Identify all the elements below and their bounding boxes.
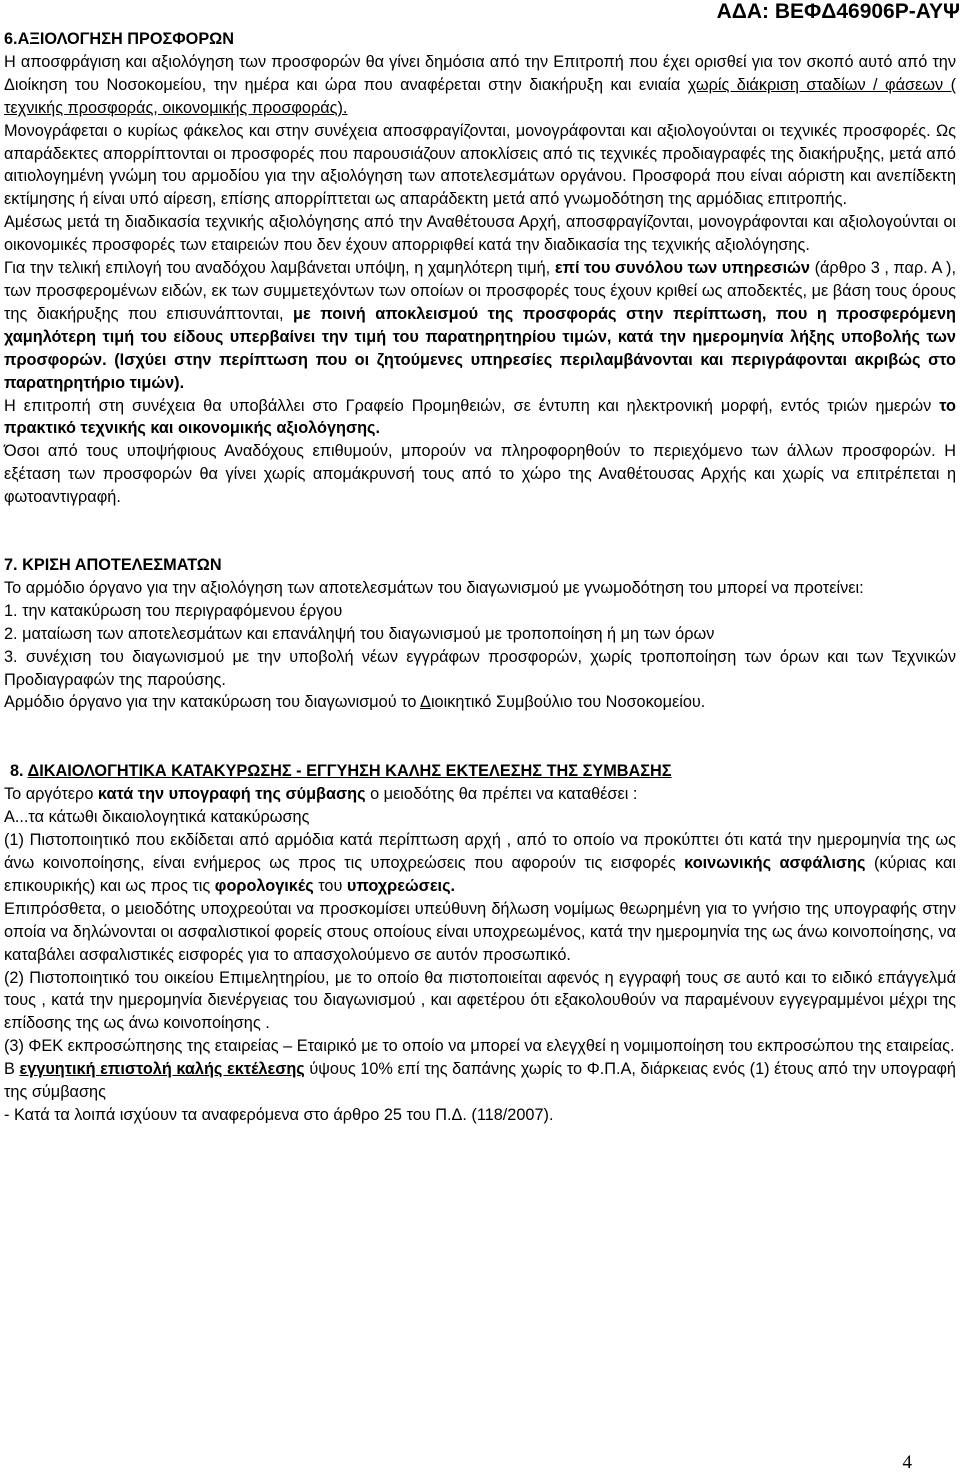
section-6-title: 6.ΑΞΙΟΛΟΓΗΣΗ ΠΡΟΣΦΟΡΩΝ <box>4 30 234 48</box>
s8-p1-text-2: ο μειοδότης θα πρέπει να καταθέσει : <box>365 785 638 804</box>
s8-p3-text: (1) Πιστοποιητικό που εκδίδεται από αρμόδια κατά περίπτωση αρχή , από το οποίο να προκύπτει ότι κατά την ημερομηνία της ως άνω κοινοποίησης, είναι ενήμερος ως προς τις υποχρεώσεις που αφορούν τις εισφορές <box>4 831 956 872</box>
s8-p1-text: Το αργότερο <box>4 785 98 804</box>
s8-p3-bold-2: φορολογικές <box>214 876 314 895</box>
s8-p7-bold-underlined: εγγυητική επιστολή καλής εκτέλεσης <box>19 1060 305 1079</box>
section-8-title-text: ΔΙΚΑΙΟΛΟΓΗΤΙΚΑ ΚΑΤΑΚΥΡΩΣΗΣ - ΕΓΓΥΗΣΗ ΚΑΛΗΣ ΕΚΤΕΛΕΣΗΣ ΤΗΣ ΣΥΜΒΑΣΗΣ <box>27 762 672 781</box>
section-6-paragraph-4 <box>4 257 956 394</box>
s6-p4-text: Για την τελική επιλογή του αναδόχου λαμβάνεται υπόψη, η χαμηλότερη τιμή, <box>4 259 555 278</box>
section-6-paragraph-1 <box>4 51 956 120</box>
s8-p3-bold-3: υποχρεώσεις. <box>346 876 456 895</box>
document-body <box>4 28 956 1127</box>
s6-p1-text: Η αποσφράγιση και αξιολόγηση των προσφορών θα γίνει δημόσια από την Επιτροπή που έχει ορισθεί για τον σκοπό αυτό από την Διοίκηση του Νοσοκομείου, την ημέρα και ώρα που αναφέρεται στην διακήρυξη και ενιαία <box>4 52 956 94</box>
section-7-item-3: 3. συνέχιση του διαγωνισμού με την υποβολή νέων εγγράφων προσφορών, χωρίς τροποποίηση των όρων και των Τεχνικών Προδιαγραφών της παρούσης. <box>4 647 956 689</box>
section-7-item-2: 2. ματαίωση των αποτελεσμάτων και επανάληψή του διαγωνισμού με τροποποίηση ή μη των όρων <box>4 624 715 643</box>
section-8-paragraph-3 <box>4 829 956 898</box>
section-8-paragraph-4: Επιπρόσθετα, ο μειοδότης υποχρεούται να προσκομίσει υπεύθυνη δήλωση νομίμως θεωρημένη για το γνήσιο της υπογραφής στην οποία να δηλώνονται οι ασφαλιστικοί φορείς στους οποίους είναι υποχρεωμένος, κατά την ημερομηνία της ως άνω κοινοποίησης, να καταβάλει ασφαλιστικές εισφορές για το απασχολούμενο σε αυτόν προσωπικό. <box>4 899 956 964</box>
section-6-paragraph-2: Μονογράφεται ο κυρίως φάκελος και στην συνέχεια αποσφραγίζονται, μονογράφονται και αξιολογούνται οι τεχνικές προσφορές. Ως απαράδεκτες απορρίπτονται οι προσφορές που παρουσιάζουν αποκλίσεις από τις τεχνικές προδιαγραφές της διακήρυξης, μετά από αιτιολογημένη γνώμη του αρμοδίου για την αξιολόγηση των αποτελεσμάτων οργάνου. Προσφορά που είναι αόριστη και ανεπίδεκτη εκτίμησης ή είναι υπό αίρεση, επίσης απορρίπτεται ως απαράδεκτη μετά από γνωμοδότηση της αρμόδιας επιτροπής. <box>4 121 956 209</box>
s7-p2-text: Αρμόδιο όργανο για την κατακύρωση του διαγωνισμού το <box>4 693 421 712</box>
s8-p3-text-2: (κύριας και επικουρικής) και ως προς τις <box>4 854 957 895</box>
page-number: 4 <box>902 1452 912 1473</box>
section-6-paragraph-5 <box>4 395 956 441</box>
s6-p4-bold-2: με ποινή αποκλεισμού της προσφοράς στην περίπτωση, που η προσφερόμενη χαμηλότερη τιμή του είδους υπερβαίνει την τιμή του παρατηρητηρίου τιμών, κατά την ημερομηνία λήξης υποβολής των προσφορών. (Ισχύει στην περίπτωση που οι ζητούμενες υπηρεσίες περιλαμβάνονται και περιγράφονται ακριβώς στο παρατηρητήριο τιμών). <box>4 304 957 392</box>
section-6-paragraph-6: Όσοι από τους υποψήφιους Αναδόχους επιθυμούν, μπορούν να πληροφορηθούν το περιεχόμενο των άλλων προσφορών. Η εξέταση των προσφορών θα γίνει χωρίς απομάκρυνσή τους από το χώρο της Αναθέτουσας Αρχής και χωρίς να επιτρέπεται η φωτοαντιγραφή. <box>4 442 956 507</box>
s8-p7-text: Β <box>4 1060 20 1079</box>
section-7-item-1: 1. την κατακύρωση του περιγραφόμενου έργου <box>4 601 343 620</box>
s6-p5-bold: το πρακτικό τεχνικής και οικονομικής αξιολόγησης. <box>4 396 956 438</box>
section-8-paragraph-6: (3) ΦΕΚ εκπροσώπησης της εταιρείας – Εταιρικό με το οποίο να μπορεί να ελεγχθεί η νομιμοποίηση του εκπροσώπου της εταιρείας. <box>4 1037 955 1056</box>
s8-p3-text-3: του <box>313 876 347 895</box>
section-8-paragraph-8: - Κατά τα λοιπά ισχύουν τα αναφερόμενα στο άρθρο 25 του Π.Δ. (118/2007). <box>4 1105 554 1124</box>
s6-p5-text: Η επιτροπή στη συνέχεια θα υποβάλλει στο Γραφείο Προμηθειών, σε έντυπη και ηλεκτρονική μορφή, εντός τριών ημερών <box>4 396 940 415</box>
section-7-title: 7. ΚΡΙΣΗ ΑΠΟΤΕΛΕΣΜΑΤΩΝ <box>4 556 222 575</box>
s8-p7-text-2: ύψους 10% επί της δαπάνης χωρίς το Φ.Π.Α, διάρκειας ενός (1) έτους από την υπογραφή της σύμβασης <box>4 1060 956 1102</box>
section-6-paragraph-3: Αμέσως μετά τη διαδικασία τεχνικής αξιολόγησης από την Αναθέτουσα Αρχή, αποσφραγίζονται, μονογράφονται και αξιολογούνται οι οικονομικές προσφορές των εταιρειών που δεν έχουν απορριφθεί κατά την διαδικασία της τεχνικής αξιολόγησης. <box>4 213 956 255</box>
section-8-title <box>4 760 956 783</box>
section-8-paragraph-1 <box>4 783 956 806</box>
s6-p4-text-2: (άρθρο 3 , παρ. Α ), των προσφερομένων ειδών, εκ των συμμετεχόντων των οποίων οι προσφορές τους έχουν κριθεί ως αποδεκτές, με βάση τους όρους της διακήρυξης που επισυνάπτονται, <box>4 259 956 323</box>
section-8-number: 8. <box>10 762 28 781</box>
s7-p2-underlined-letter: Δ <box>420 693 431 712</box>
section-8-paragraph-7 <box>4 1058 956 1104</box>
section-8-paragraph-2: Α...τα κάτωθι δικαιολογητικά κατακύρωσης <box>4 808 310 827</box>
ada-identifier: ΑΔΑ: ΒΕΦΔ46906Ρ-ΑΥΨ <box>716 0 960 23</box>
s6-p1-underlined: χωρίς διάκριση σταδίων / φάσεων ( τεχνικής προσφοράς, οικονομικής προσφοράς). <box>4 75 957 117</box>
s8-p1-bold: κατά την υπογραφή της σύμβασης <box>97 785 366 804</box>
section-spacer <box>4 714 956 760</box>
section-8-paragraph-5: (2) Πιστοποιητικό του οικείου Επιμελητηρίου, με το οποίο θα πιστοποιείται αφενός η εγγραφή τους σε αυτό και το ειδικό επάγγελμά τους , κατά την ημερομηνία διενέργειας του διαγωνισμού , και αφετέρου ότι εξακολουθούν να παραμένουν εγγεγραμμένοι μέχρι της επίδοσης της ως άνω κοινοποίησης . <box>4 968 956 1033</box>
s6-p4-bold: επί του συνόλου των υπηρεσιών <box>554 259 810 278</box>
s7-p2-text-2: ιοικητικό Συμβούλιο του Νοσοκομείου. <box>430 693 706 712</box>
section-spacer <box>4 509 956 554</box>
section-7-paragraph-2 <box>4 691 956 714</box>
s8-p3-bold: κοινωνικής ασφάλισης <box>684 854 866 872</box>
section-7-paragraph-1: Το αρμόδιο όργανο για την αξιολόγηση των αποτελεσμάτων του διαγωνισμού με γνωμοδότηση του μπορεί να προτείνει: <box>4 578 864 597</box>
